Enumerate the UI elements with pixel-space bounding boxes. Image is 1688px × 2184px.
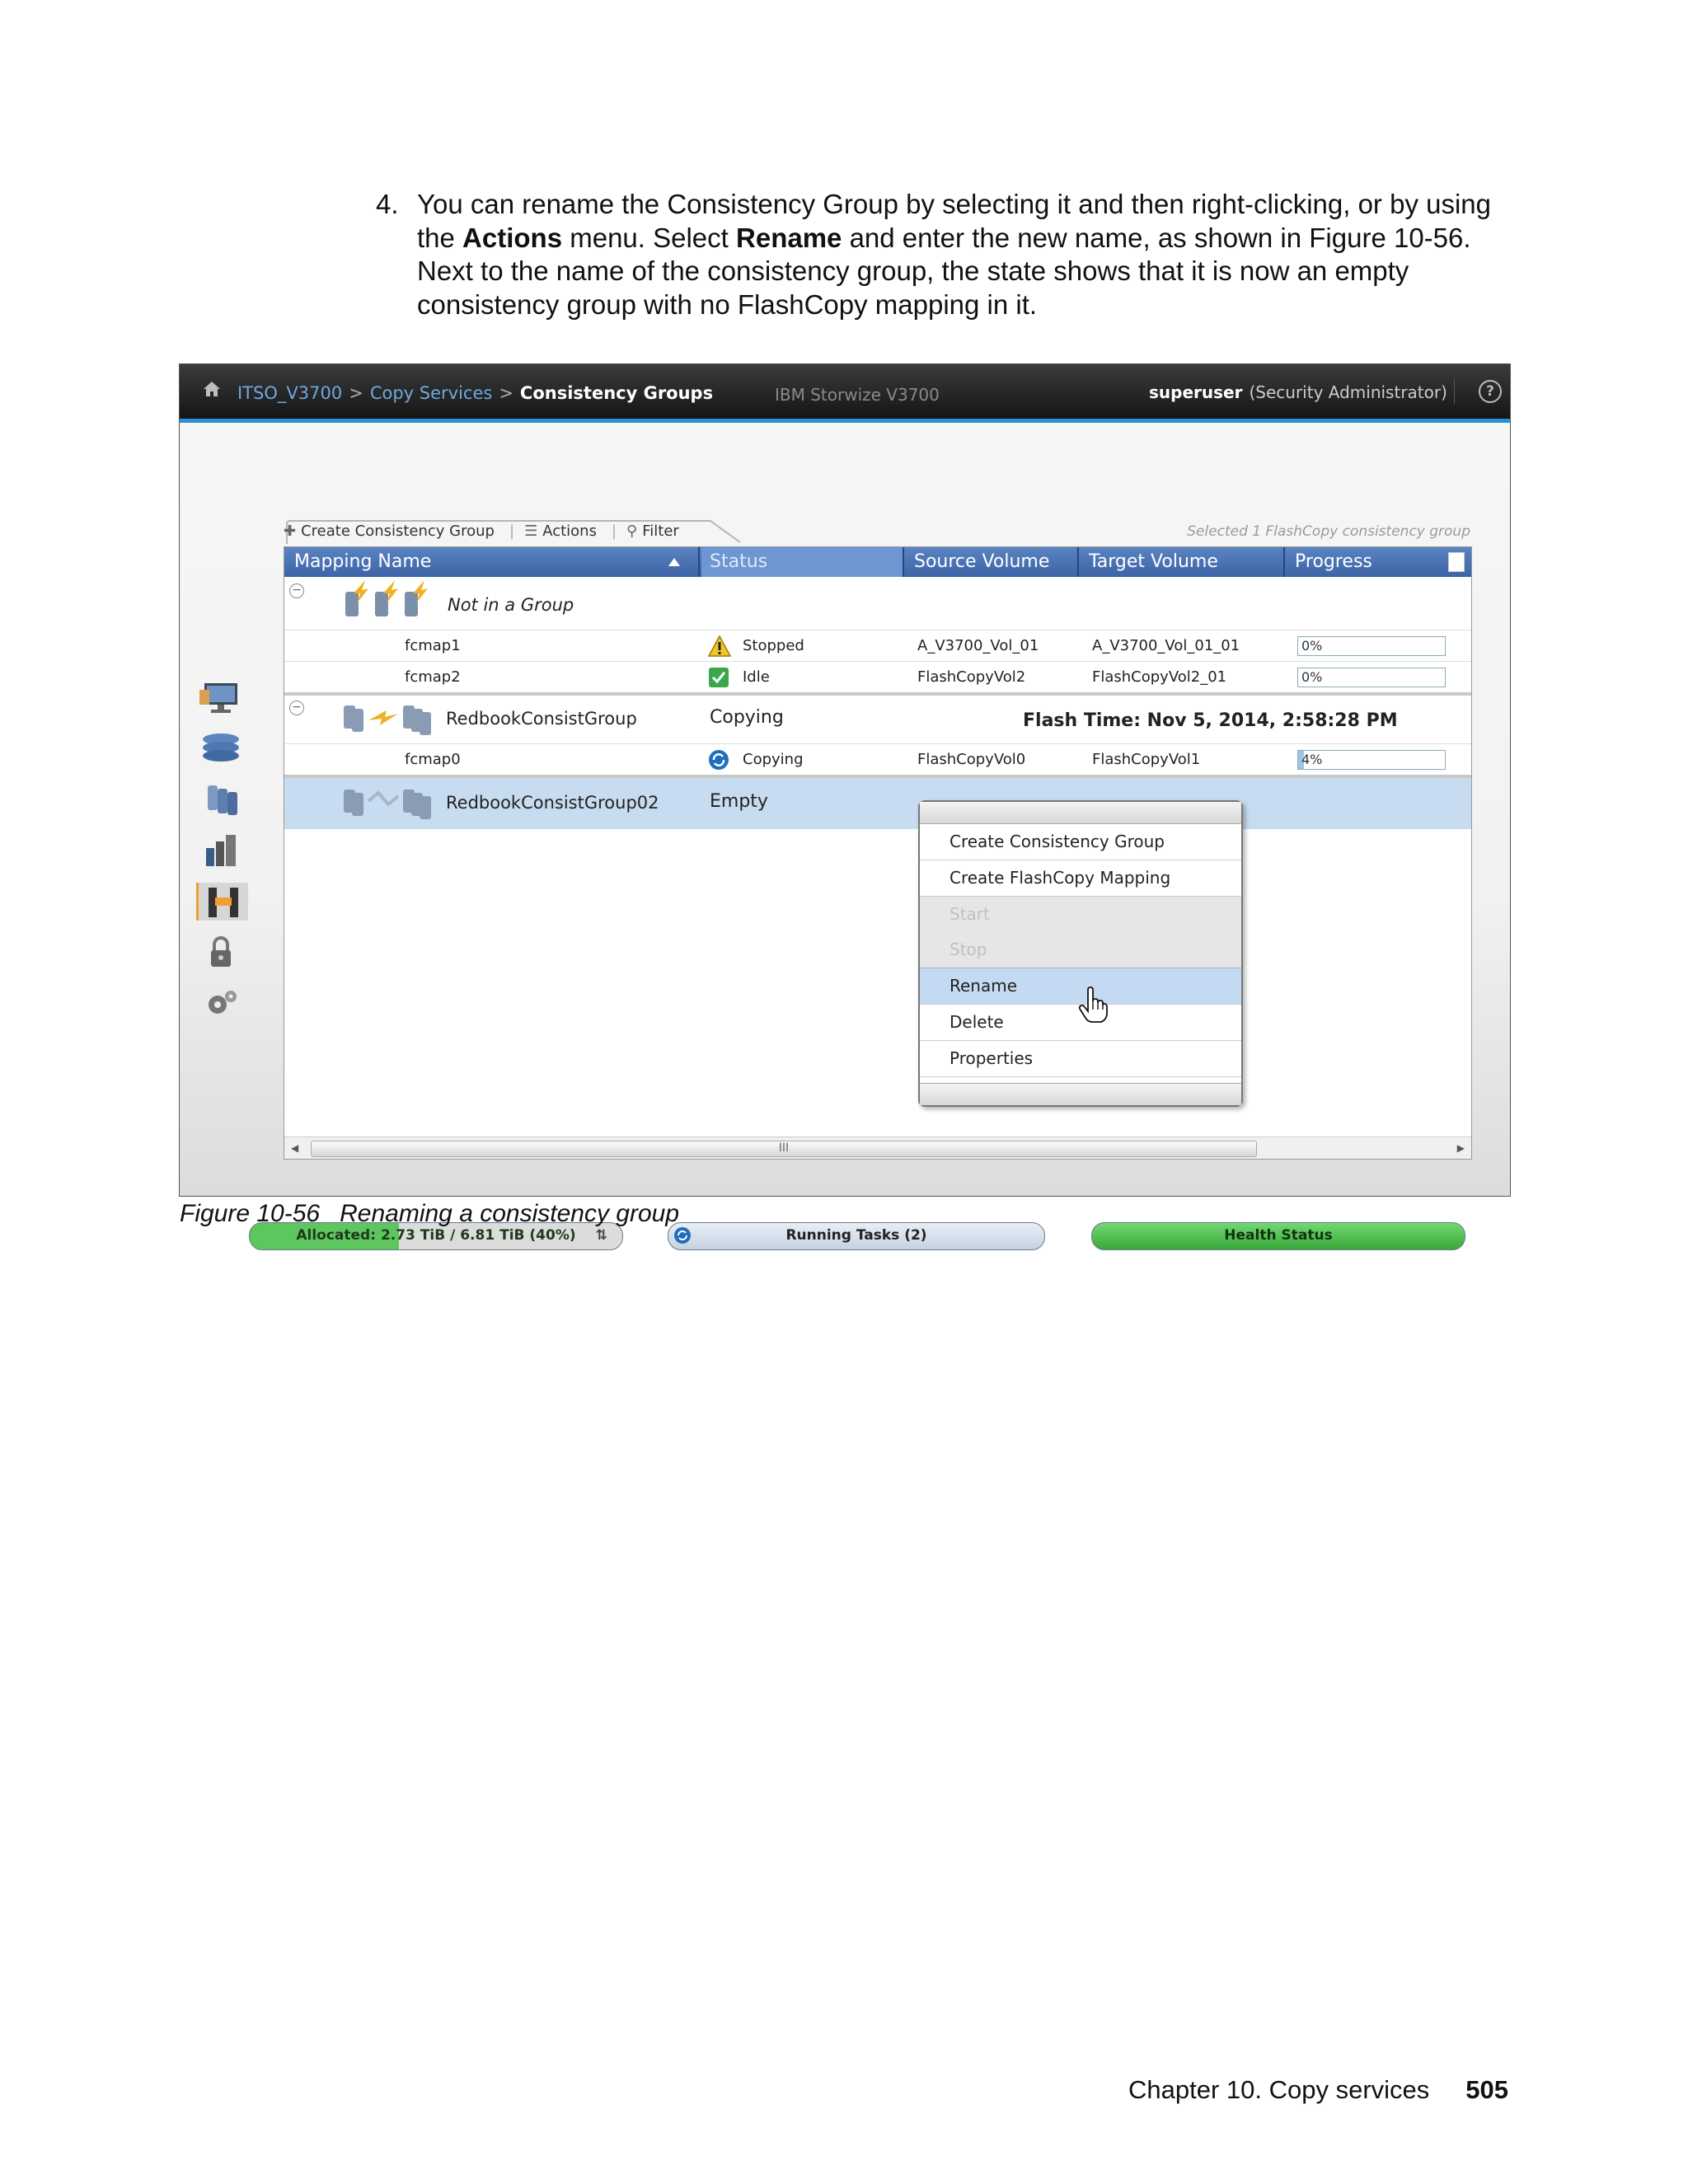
progress-bar (1297, 668, 1446, 687)
running-tasks-text: Running Tasks (2) (785, 1227, 927, 1244)
target-volume: FlashCopyVol2_01 (1092, 668, 1227, 686)
search-icon: ⚲ (626, 523, 638, 540)
mapping-name: fcmap1 (405, 637, 461, 654)
sort-ascending-icon[interactable] (668, 557, 681, 567)
consistency-group-icon (340, 699, 439, 738)
group-name: Not in a Group (448, 595, 574, 615)
menu-item-delete[interactable]: Delete (920, 1005, 1241, 1041)
step-bold-actions: Actions (462, 222, 563, 253)
breadcrumb-separator: > (499, 383, 513, 403)
column-header-target-volume[interactable]: Target Volume (1089, 551, 1218, 572)
table-header (284, 547, 1471, 577)
source-volume: FlashCopyVol2 (917, 668, 1026, 686)
divider (1454, 379, 1455, 404)
target-volume: FlashCopyVol1 (1092, 751, 1201, 768)
list-icon: ☰ (524, 523, 538, 540)
expand-arrows-icon[interactable]: ⇅ (595, 1227, 607, 1244)
progress-text: 0% (1301, 638, 1323, 654)
group-row[interactable] (284, 692, 1471, 745)
help-icon[interactable]: ? (1479, 380, 1502, 403)
group-name: RedbookConsistGroup02 (446, 793, 659, 813)
step-text: menu. Select (562, 222, 737, 253)
user-role: (Security Administrator) (1249, 382, 1447, 402)
divider: | (611, 523, 617, 540)
hand-cursor-icon (1078, 987, 1108, 1023)
health-status-text: Health Status (1224, 1227, 1333, 1244)
breadcrumb-current: Consistency Groups (519, 383, 714, 403)
collapse-icon[interactable]: − (289, 701, 304, 715)
user-info[interactable] (1149, 382, 1447, 402)
access-icon[interactable] (196, 934, 246, 972)
step-number: 4. (376, 189, 399, 219)
menu-item-stop: Stop (920, 932, 1241, 968)
figure-caption (180, 1200, 679, 1228)
checkmark-icon (708, 667, 729, 688)
progress-text: 0% (1301, 669, 1323, 685)
pools-icon[interactable] (196, 729, 246, 767)
table-row[interactable] (284, 743, 1471, 776)
menu-item-start: Start (920, 897, 1241, 932)
running-tasks-icon (673, 1226, 692, 1244)
health-status-bar[interactable] (1091, 1222, 1465, 1250)
breadcrumb-system[interactable]: ITSO_V3700 (237, 383, 343, 403)
mapping-status: Stopped (743, 637, 804, 654)
toolbar (284, 523, 694, 544)
column-header-status[interactable]: Status (710, 551, 768, 572)
mapping-status: Copying (743, 751, 804, 768)
scroll-left-icon[interactable]: ◀ (291, 1142, 299, 1154)
volumes-icon[interactable] (196, 780, 246, 818)
product-name: IBM Storwize V3700 (775, 385, 940, 405)
menu-item-properties[interactable]: Properties (920, 1041, 1241, 1077)
group-row[interactable] (284, 577, 1471, 628)
plus-icon: ✚ (284, 523, 297, 540)
column-divider[interactable] (903, 547, 904, 577)
step-paragraph (376, 188, 1513, 321)
step-text: and enter the new name, as shown in Figure 10-56. Next to the name of the consistency group, the state shows that it is now an empty consistency group with no FlashCopy mapping in it. (417, 222, 1471, 320)
warning-icon (708, 635, 731, 657)
source-volume: FlashCopyVol0 (917, 751, 1026, 768)
copy-services-icon[interactable] (196, 883, 248, 921)
group-row-selected[interactable] (284, 775, 1471, 829)
progress-bar (1297, 636, 1446, 656)
mapping-name: fcmap0 (405, 751, 461, 768)
chapter-title: Chapter 10. Copy services (1128, 2075, 1430, 2104)
home-icon[interactable] (203, 381, 221, 397)
column-divider[interactable] (1077, 547, 1079, 577)
horizontal-scrollbar[interactable] (284, 1137, 1471, 1159)
mapping-name: fcmap2 (405, 668, 461, 686)
column-header-mapping-name[interactable]: Mapping Name (294, 551, 432, 572)
hosts-icon[interactable] (196, 832, 246, 869)
breadcrumb-separator: > (349, 383, 363, 403)
top-bar (180, 364, 1510, 423)
settings-icon[interactable] (196, 985, 246, 1023)
figure-title: Renaming a consistency group (340, 1200, 680, 1227)
column-header-source-volume[interactable]: Source Volume (914, 551, 1050, 572)
column-divider[interactable] (698, 547, 700, 577)
page-number: 505 (1465, 2075, 1508, 2104)
consistency-group-icon (340, 783, 439, 823)
side-navigation (196, 678, 254, 1036)
progress-text: 4% (1301, 752, 1323, 767)
mapping-status: Idle (743, 668, 770, 686)
page-footer (1128, 2075, 1508, 2105)
progress-bar (1297, 750, 1446, 770)
scrollbar-thumb[interactable]: III (311, 1141, 1257, 1157)
scroll-right-icon[interactable]: ▶ (1456, 1142, 1465, 1154)
step-bold-rename: Rename (736, 222, 842, 253)
context-menu (918, 800, 1243, 1107)
table-row[interactable] (284, 630, 1471, 662)
menu-top-cap (920, 802, 1241, 824)
filter-button[interactable]: ⚲ Filter (626, 523, 679, 540)
mappings-table (284, 546, 1472, 1160)
flash-time: Flash Time: Nov 5, 2014, 2:58:28 PM (1023, 710, 1398, 731)
group-status: Empty (710, 791, 768, 812)
menu-item-rename[interactable]: Rename (920, 968, 1241, 1005)
divider: | (509, 523, 515, 540)
column-divider[interactable] (1283, 547, 1285, 577)
source-volume: A_V3700_Vol_01 (917, 637, 1039, 654)
selection-info: Selected 1 FlashCopy consistency group (1187, 523, 1470, 540)
copying-icon (708, 749, 729, 771)
breadcrumb (237, 383, 713, 403)
group-name: RedbookConsistGroup (446, 709, 637, 729)
user-name: superuser (1149, 382, 1243, 402)
flashcopy-mappings-icon (342, 579, 441, 620)
group-status: Copying (710, 707, 784, 728)
table-row[interactable] (284, 661, 1471, 693)
column-picker-icon[interactable] (1448, 552, 1465, 572)
allocated-text: Allocated: 2.73 TiB / 6.81 TiB (40%) (296, 1227, 576, 1244)
collapse-icon[interactable]: − (289, 583, 304, 598)
monitoring-icon[interactable] (196, 678, 246, 716)
column-header-progress[interactable]: Progress (1295, 551, 1372, 572)
menu-item-create-flashcopy-mapping[interactable]: Create FlashCopy Mapping (920, 860, 1241, 897)
menu-bottom-cap (920, 1083, 1241, 1105)
figure-label: Figure 10-56 (180, 1200, 321, 1227)
create-consistency-group-button[interactable]: ✚ Create Consistency Group (284, 523, 495, 540)
menu-item-create-consistency-group[interactable]: Create Consistency Group (920, 824, 1241, 860)
running-tasks-bar[interactable] (668, 1222, 1045, 1250)
step-text: You can rename the Consistency Group by selecting it and then right-clicking, or by using the (417, 189, 1492, 253)
target-volume: A_V3700_Vol_01_01 (1092, 637, 1240, 654)
breadcrumb-copy-services[interactable]: Copy Services (369, 383, 493, 403)
actions-button[interactable]: ☰ Actions (524, 523, 597, 540)
